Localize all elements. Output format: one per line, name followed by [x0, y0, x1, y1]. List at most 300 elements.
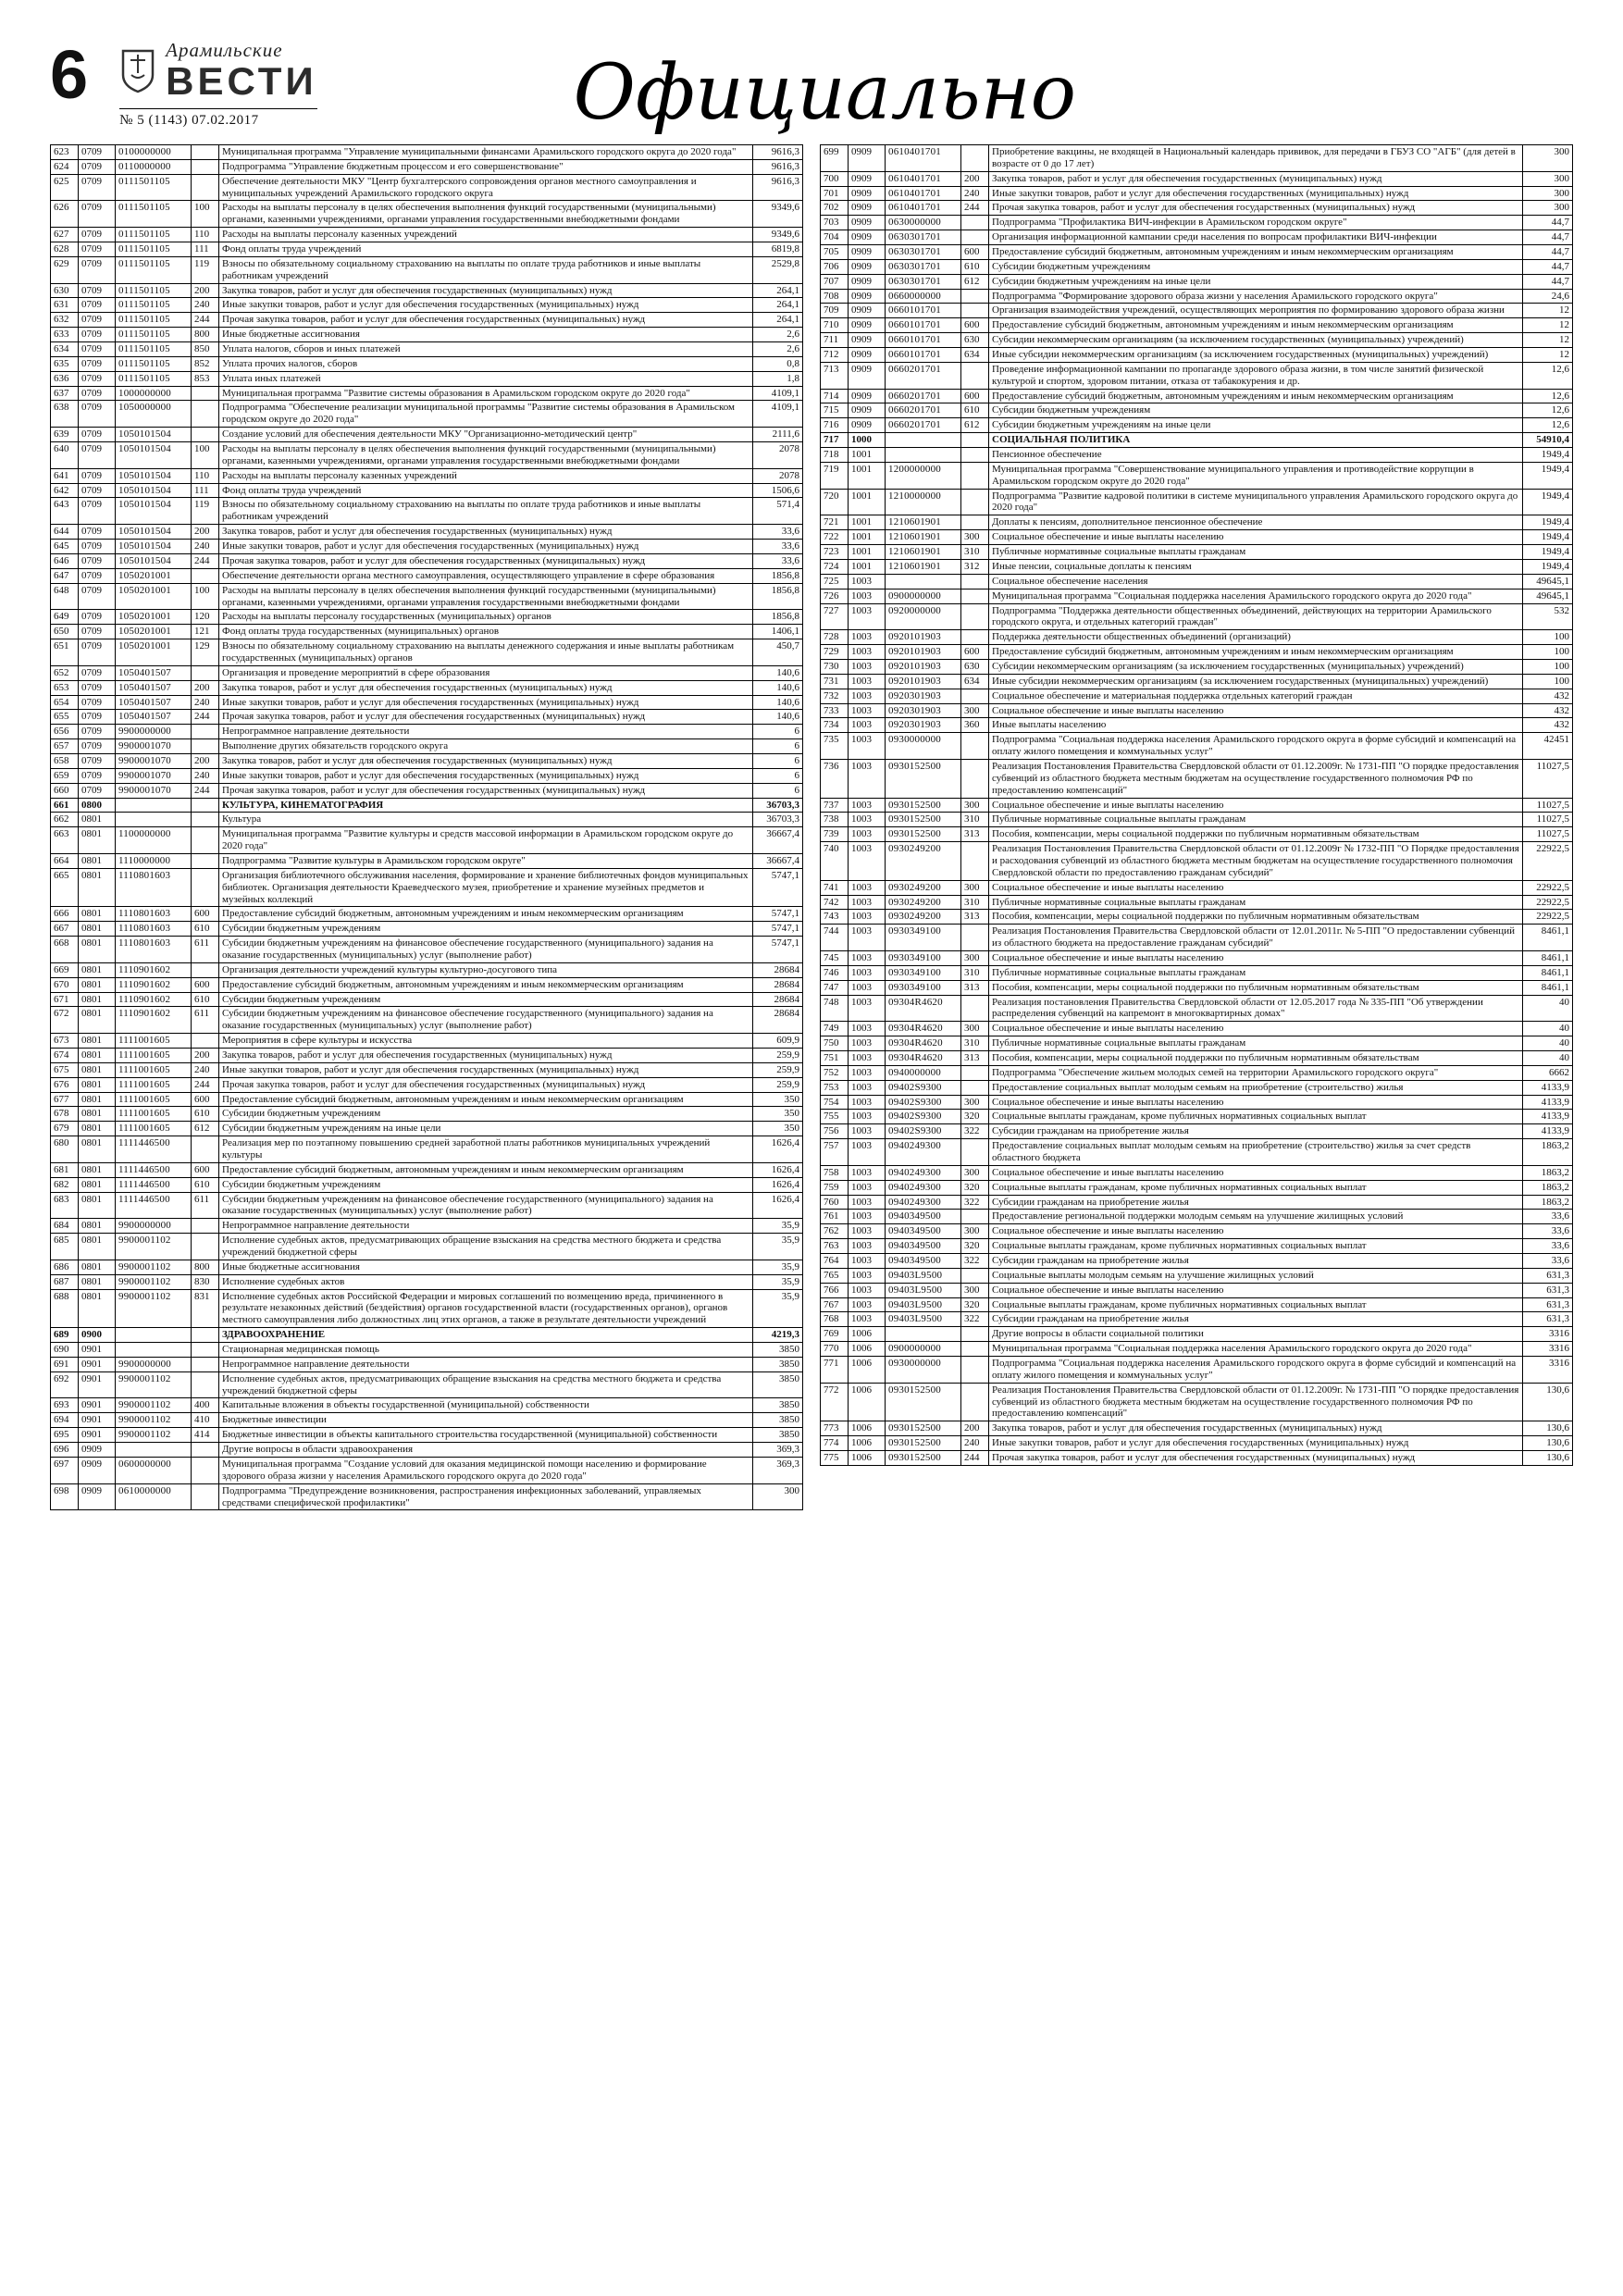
amount: 8461,1 — [1523, 950, 1573, 965]
table-row — [821, 798, 1573, 813]
expense-name: Предоставление субсидий бюджетным, автономным учреждениям и иным некоммерческим организациям — [219, 1092, 753, 1107]
amount: 631,3 — [1523, 1268, 1573, 1283]
target-article-code: 1110801603 — [116, 937, 192, 963]
table-row — [821, 1180, 1573, 1195]
row-number: 738 — [821, 813, 849, 827]
section-code: 0901 — [79, 1413, 116, 1428]
expense-name: Непрограммное направление деятельности — [219, 1357, 753, 1371]
table-row — [821, 1224, 1573, 1239]
amount: 2,6 — [753, 328, 803, 342]
amount: 300 — [1523, 186, 1573, 201]
expense-type-code: 600 — [961, 245, 989, 260]
expense-type-code: 119 — [192, 256, 219, 283]
target-article-code: 1000000000 — [116, 386, 192, 401]
expense-type-code — [192, 428, 219, 442]
expense-type-code — [961, 1080, 989, 1095]
target-article-code: 1110901602 — [116, 962, 192, 977]
section-code: 0801 — [79, 1260, 116, 1274]
expense-name: Подпрограмма "Формирование здорового образа жизни у населения Арамильского городского округа" — [989, 289, 1523, 304]
section-code: 0709 — [79, 145, 116, 160]
target-article-code: 9900001102 — [116, 1274, 192, 1289]
table-row — [821, 703, 1573, 718]
row-number: 684 — [51, 1219, 79, 1234]
expense-type-code: 300 — [961, 1283, 989, 1297]
expense-name: Реализация Постановления Правительства Свердловской области от 01.12.2009г № 1732-ПП "О Порядке предоставления и расходования субвенций из областного бюджета местным бюджетам на осуществление государственного полномочия Свердловской области по предоставлению гражданам субсидий" — [989, 842, 1523, 881]
expense-type-code: 320 — [961, 1110, 989, 1124]
row-number: 692 — [51, 1371, 79, 1398]
amount: 12,6 — [1523, 403, 1573, 418]
row-number: 698 — [51, 1483, 79, 1510]
row-number: 623 — [51, 145, 79, 160]
right-column — [820, 144, 1573, 1466]
section-code: 1003 — [849, 1110, 886, 1124]
amount: 1856,8 — [753, 583, 803, 610]
row-number: 675 — [51, 1062, 79, 1077]
amount: 11027,5 — [1523, 813, 1573, 827]
table-row — [821, 1080, 1573, 1095]
row-number: 735 — [821, 733, 849, 760]
expense-type-code — [192, 1343, 219, 1358]
target-article-code: 1110801603 — [116, 868, 192, 907]
table-row — [821, 403, 1573, 418]
expense-name: Социальное обеспечение и материальная поддержка отдельных категорий граждан — [989, 689, 1523, 703]
row-number: 706 — [821, 259, 849, 274]
expense-type-code: 240 — [192, 695, 219, 710]
expense-type-code — [192, 868, 219, 907]
expense-type-code: 320 — [961, 1297, 989, 1312]
table-row — [821, 515, 1573, 530]
target-article-code: 0930249200 — [886, 880, 961, 895]
expense-name: Уплата прочих налогов, сборов — [219, 356, 753, 371]
target-article-code: 9900001102 — [116, 1398, 192, 1413]
amount: 1863,2 — [1523, 1139, 1573, 1166]
amount: 130,6 — [1523, 1383, 1573, 1421]
table-row — [821, 1451, 1573, 1466]
amount: 33,6 — [1523, 1239, 1573, 1254]
row-number: 679 — [51, 1122, 79, 1136]
table-row — [51, 798, 803, 813]
expense-name: Субсидии бюджетным учреждениям на иные цели — [989, 274, 1523, 289]
expense-name: Прочая закупка товаров, работ и услуг для обеспечения государственных (муниципальных) нужд — [219, 313, 753, 328]
expense-type-code — [192, 1443, 219, 1458]
row-number: 633 — [51, 328, 79, 342]
target-article-code: 1050101504 — [116, 428, 192, 442]
expense-type-code: 200 — [961, 171, 989, 186]
amount: 6 — [753, 739, 803, 754]
expense-name: Пособия, компенсации, меры социальной поддержки по публичным нормативным обязательствам — [989, 980, 1523, 995]
table-row — [821, 1095, 1573, 1110]
amount: 33,6 — [1523, 1254, 1573, 1269]
expense-name: Прочая закупка товаров, работ и услуг для обеспечения государственных (муниципальных) нужд — [219, 710, 753, 725]
section-code: 0801 — [79, 1077, 116, 1092]
row-number: 693 — [51, 1398, 79, 1413]
table-row — [51, 468, 803, 483]
expense-type-code — [192, 1328, 219, 1343]
section-code: 0909 — [79, 1457, 116, 1483]
section-code: 0909 — [849, 362, 886, 389]
expense-name: Субсидии бюджетным учреждениям — [989, 259, 1523, 274]
amount: 0,8 — [753, 356, 803, 371]
section-code: 0709 — [79, 695, 116, 710]
amount: 28684 — [753, 977, 803, 992]
budget-table-columns — [50, 144, 1573, 1510]
section-code: 0909 — [79, 1483, 116, 1510]
row-number: 640 — [51, 442, 79, 469]
section-code: 0709 — [79, 768, 116, 783]
target-article-code: 9900001070 — [116, 753, 192, 768]
amount: 6 — [753, 753, 803, 768]
section-code: 0709 — [79, 371, 116, 386]
row-number: 625 — [51, 174, 79, 201]
expense-name: Субсидии бюджетным учреждениям на финансовое обеспечение государственного (муниципального) задания на оказание государственных (муниципальных) услуг (выполнение работ) — [219, 1007, 753, 1034]
amount: 369,3 — [753, 1443, 803, 1458]
table-row — [51, 386, 803, 401]
table-row — [51, 853, 803, 868]
target-article-code: 9900001102 — [116, 1371, 192, 1398]
table-row — [51, 1234, 803, 1260]
amount: 9616,3 — [753, 174, 803, 201]
expense-type-code — [961, 733, 989, 760]
expense-name: Иные закупки товаров, работ и услуг для обеспечения государственных (муниципальных) нужд — [219, 540, 753, 554]
expense-type-code: 300 — [961, 1095, 989, 1110]
amount: 1506,6 — [753, 483, 803, 498]
target-article-code: 0610401701 — [886, 186, 961, 201]
section-code: 1006 — [849, 1436, 886, 1451]
row-number: 759 — [821, 1180, 849, 1195]
amount: 44,7 — [1523, 216, 1573, 230]
row-number: 647 — [51, 568, 79, 583]
section-code: 0709 — [79, 356, 116, 371]
target-article-code — [116, 1328, 192, 1343]
section-code: 0709 — [79, 639, 116, 666]
table-row — [51, 962, 803, 977]
page-number: 6 — [50, 36, 89, 113]
expense-type-code: 831 — [192, 1289, 219, 1328]
amount: 35,9 — [753, 1274, 803, 1289]
table-row — [821, 418, 1573, 433]
target-article-code: 1110901602 — [116, 1007, 192, 1034]
table-row — [51, 442, 803, 469]
expense-name: Прочая закупка товаров, работ и услуг для обеспечения государственных (муниципальных) нужд — [989, 201, 1523, 216]
section-code: 0801 — [79, 977, 116, 992]
row-number: 629 — [51, 256, 79, 283]
table-row — [51, 1357, 803, 1371]
amount: 40 — [1523, 1022, 1573, 1036]
table-row — [821, 980, 1573, 995]
coat-of-arms-icon — [119, 47, 156, 95]
expense-type-code — [961, 145, 989, 172]
row-number: 637 — [51, 386, 79, 401]
target-article-code — [116, 813, 192, 827]
expense-name: Обеспечение деятельности МКУ "Центр бухгалтерского сопровождения органов местного самоуправления и муниципальных учреждений Арамильского городского округа — [219, 174, 753, 201]
section-code: 1003 — [849, 645, 886, 660]
table-row — [821, 659, 1573, 674]
expense-name: Взносы по обязательному социальному страхованию на выплаты по оплате труда работников и иные выплаты работникам учреждений — [219, 498, 753, 525]
amount: 4133,9 — [1523, 1124, 1573, 1139]
amount: 259,9 — [753, 1062, 803, 1077]
row-number: 763 — [821, 1239, 849, 1254]
amount: 11027,5 — [1523, 827, 1573, 842]
section-code: 1003 — [849, 950, 886, 965]
table-row — [51, 483, 803, 498]
expense-name: Организация библиотечного обслуживания населения, формирование и хранение библиотечных фондов муниципальных библиотек. Организация деятельности Краеведческого музея, приобретение и хранение музейных предметов и музейных коллекций — [219, 868, 753, 907]
row-number: 729 — [821, 645, 849, 660]
amount: 5747,1 — [753, 907, 803, 922]
amount: 4109,1 — [753, 401, 803, 428]
expense-name: Расходы на выплаты персоналу в целях обеспечения выполнения функций государственными (муниципальными) органами, казенными учреждениями, органами управления государственными внебюджетными фондами — [219, 442, 753, 469]
target-article-code: 0930349100 — [886, 965, 961, 980]
amount: 1863,2 — [1523, 1180, 1573, 1195]
section-code: 1003 — [849, 1312, 886, 1327]
target-article-code: 1210601901 — [886, 545, 961, 560]
expense-type-code: 244 — [961, 201, 989, 216]
section-code: 1003 — [849, 1165, 886, 1180]
row-number: 667 — [51, 922, 79, 937]
target-article-code: 0920000000 — [886, 603, 961, 630]
target-article-code: 0660201701 — [886, 362, 961, 389]
expense-name: Выполнение других обязательств городского округа — [219, 739, 753, 754]
amount: 1949,4 — [1523, 545, 1573, 560]
target-article-code: 0660101701 — [886, 304, 961, 318]
expense-name: Социальные выплаты гражданам, кроме публичных нормативных социальных выплат — [989, 1180, 1523, 1195]
target-article-code: 0660000000 — [886, 289, 961, 304]
section-code: 0900 — [79, 1328, 116, 1343]
expense-type-code — [961, 462, 989, 489]
target-article-code: 1210601901 — [886, 515, 961, 530]
expense-type-code — [192, 665, 219, 680]
row-number: 722 — [821, 530, 849, 545]
table-row — [51, 937, 803, 963]
expense-type-code: 310 — [961, 895, 989, 910]
expense-name: Предоставление региональной поддержки молодым семьям на улучшение жилищных условий — [989, 1210, 1523, 1224]
expense-name: Субсидии некоммерческим организациям (за исключением государственных (муниципальных) учреждений) — [989, 659, 1523, 674]
amount: 33,6 — [753, 525, 803, 540]
section-code: 0801 — [79, 1007, 116, 1034]
target-article-code: 09403L9500 — [886, 1283, 961, 1297]
table-row — [821, 813, 1573, 827]
section-code: 0901 — [79, 1357, 116, 1371]
expense-type-code — [961, 603, 989, 630]
expense-type-code: 400 — [192, 1398, 219, 1413]
row-number: 754 — [821, 1095, 849, 1110]
table-row — [51, 868, 803, 907]
section-code: 0909 — [849, 348, 886, 363]
table-row — [821, 718, 1573, 733]
section-code: 1003 — [849, 1239, 886, 1254]
target-article-code: 1111001605 — [116, 1107, 192, 1122]
target-article-code: 0111501105 — [116, 342, 192, 357]
row-number: 719 — [821, 462, 849, 489]
expense-name: Субсидии бюджетным учреждениям — [219, 922, 753, 937]
table-row — [821, 1283, 1573, 1297]
target-article-code — [886, 433, 961, 448]
section-code: 0909 — [79, 1443, 116, 1458]
amount: 350 — [753, 1107, 803, 1122]
table-row — [821, 880, 1573, 895]
amount: 2078 — [753, 468, 803, 483]
section-code: 1006 — [849, 1421, 886, 1436]
section-code: 1003 — [849, 1268, 886, 1283]
table-row — [51, 1443, 803, 1458]
amount: 44,7 — [1523, 274, 1573, 289]
row-number: 708 — [821, 289, 849, 304]
amount: 300 — [753, 1483, 803, 1510]
amount: 12 — [1523, 318, 1573, 333]
row-number: 769 — [821, 1327, 849, 1342]
section-code: 0801 — [79, 827, 116, 854]
section-code: 1000 — [849, 433, 886, 448]
amount: 3850 — [753, 1398, 803, 1413]
row-number: 649 — [51, 610, 79, 625]
target-article-code: 0111501105 — [116, 313, 192, 328]
row-number: 740 — [821, 842, 849, 881]
expense-name: Расходы на выплаты персоналу казенных учреждений — [219, 228, 753, 242]
amount: 300 — [1523, 171, 1573, 186]
table-row — [821, 1421, 1573, 1436]
row-number: 705 — [821, 245, 849, 260]
row-number: 726 — [821, 589, 849, 603]
section-code: 1003 — [849, 689, 886, 703]
row-number: 646 — [51, 553, 79, 568]
section-code: 0709 — [79, 525, 116, 540]
section-code: 1001 — [849, 462, 886, 489]
amount: 8461,1 — [1523, 980, 1573, 995]
expense-type-code — [192, 386, 219, 401]
target-article-code: 0930152500 — [886, 1421, 961, 1436]
target-article-code: 1210601901 — [886, 530, 961, 545]
section-code: 1003 — [849, 1065, 886, 1080]
expense-type-code: 200 — [192, 283, 219, 298]
table-row — [51, 1007, 803, 1034]
row-number: 651 — [51, 639, 79, 666]
table-row — [51, 977, 803, 992]
table-row — [51, 145, 803, 160]
amount: 22922,5 — [1523, 842, 1573, 881]
target-article-code: 1050401507 — [116, 680, 192, 695]
section-code: 0709 — [79, 783, 116, 798]
target-article-code: 1111001605 — [116, 1062, 192, 1077]
target-article-code: 0920101903 — [886, 674, 961, 689]
amount: 1856,8 — [753, 568, 803, 583]
expense-type-code: 612 — [192, 1122, 219, 1136]
row-number: 699 — [821, 145, 849, 172]
expense-type-code: 322 — [961, 1254, 989, 1269]
amount: 35,9 — [753, 1289, 803, 1328]
row-number: 767 — [821, 1297, 849, 1312]
row-number: 696 — [51, 1443, 79, 1458]
target-article-code: 09304R4620 — [886, 1036, 961, 1051]
amount: 1626,4 — [753, 1136, 803, 1163]
section-code: 0709 — [79, 428, 116, 442]
issue-line: № 5 (1143) 07.02.2017 — [119, 108, 316, 129]
target-article-code: 0111501105 — [116, 228, 192, 242]
row-number: 663 — [51, 827, 79, 854]
target-article-code: 9900000000 — [116, 725, 192, 739]
expense-type-code: 600 — [192, 1162, 219, 1177]
expense-name: Социальные выплаты гражданам, кроме публичных нормативных социальных выплат — [989, 1110, 1523, 1124]
target-article-code: 9900001102 — [116, 1413, 192, 1428]
table-row — [51, 1092, 803, 1107]
amount: 350 — [753, 1122, 803, 1136]
expense-type-code — [961, 515, 989, 530]
table-row — [51, 1162, 803, 1177]
expense-type-code: 600 — [192, 1092, 219, 1107]
expense-type-code: 244 — [192, 710, 219, 725]
table-row — [821, 433, 1573, 448]
expense-name: Другие вопросы в области социальной политики — [989, 1327, 1523, 1342]
amount: 28684 — [753, 992, 803, 1007]
table-row — [821, 259, 1573, 274]
expense-name: ЗДРАВООХРАНЕНИЕ — [219, 1328, 753, 1343]
amount: 140,6 — [753, 680, 803, 695]
section-code: 0709 — [79, 442, 116, 469]
expense-type-code: 410 — [192, 1413, 219, 1428]
section-code: 0709 — [79, 201, 116, 228]
expense-type-code: 600 — [961, 389, 989, 403]
row-number: 750 — [821, 1036, 849, 1051]
amount: 1863,2 — [1523, 1165, 1573, 1180]
expense-name: Субсидии бюджетным учреждениям — [989, 403, 1523, 418]
expense-type-code — [961, 433, 989, 448]
expense-type-code: 612 — [961, 418, 989, 433]
target-article-code: 0111501105 — [116, 256, 192, 283]
row-number: 711 — [821, 333, 849, 348]
table-row — [51, 568, 803, 583]
expense-name: Субсидии бюджетным учреждениям на иные цели — [989, 418, 1523, 433]
table-row — [51, 1328, 803, 1343]
section-code: 1003 — [849, 1297, 886, 1312]
expense-type-code: 313 — [961, 980, 989, 995]
amount: 24,6 — [1523, 289, 1573, 304]
amount: 2,6 — [753, 342, 803, 357]
table-row — [821, 274, 1573, 289]
target-article-code: 0660101701 — [886, 348, 961, 363]
section-code: 0709 — [79, 753, 116, 768]
expense-name: Мероприятия в сфере культуры и искусства — [219, 1034, 753, 1049]
row-number: 766 — [821, 1283, 849, 1297]
target-article-code: 0920101903 — [886, 645, 961, 660]
expense-type-code: 611 — [192, 1007, 219, 1034]
expense-name: Подпрограмма "Обеспечение жильем молодых семей на территории Арамильского городского округа" — [989, 1065, 1523, 1080]
section-code: 0709 — [79, 283, 116, 298]
target-article-code: 0660101701 — [886, 333, 961, 348]
table-row — [51, 553, 803, 568]
amount: 1949,4 — [1523, 489, 1573, 515]
amount: 2529,8 — [753, 256, 803, 283]
table-row — [51, 174, 803, 201]
expense-type-code: 800 — [192, 1260, 219, 1274]
table-row — [51, 371, 803, 386]
expense-name: Исполнение судебных актов, предусматривающих обращение взыскания на средства местного бюджета и средства учреждений бюджетной сферы — [219, 1234, 753, 1260]
section-code: 0800 — [79, 798, 116, 813]
amount: 44,7 — [1523, 245, 1573, 260]
row-number: 655 — [51, 710, 79, 725]
target-article-code: 1111446500 — [116, 1162, 192, 1177]
section-code: 0801 — [79, 1092, 116, 1107]
target-article-code: 0930152500 — [886, 813, 961, 827]
expense-name: Фонд оплаты труда учреждений — [219, 242, 753, 257]
amount: 1949,4 — [1523, 530, 1573, 545]
expense-type-code — [961, 216, 989, 230]
expense-type-code: 830 — [192, 1274, 219, 1289]
row-number: 630 — [51, 283, 79, 298]
expense-type-code — [961, 1342, 989, 1357]
section-code: 0801 — [79, 813, 116, 827]
target-article-code: 1200000000 — [886, 462, 961, 489]
expense-name: Субсидии бюджетным учреждениям на финансовое обеспечение государственного (муниципального) задания на оказание государственных (муниципальных) услуг (выполнение работ) — [219, 1192, 753, 1219]
row-number: 672 — [51, 1007, 79, 1034]
expense-type-code — [961, 842, 989, 881]
